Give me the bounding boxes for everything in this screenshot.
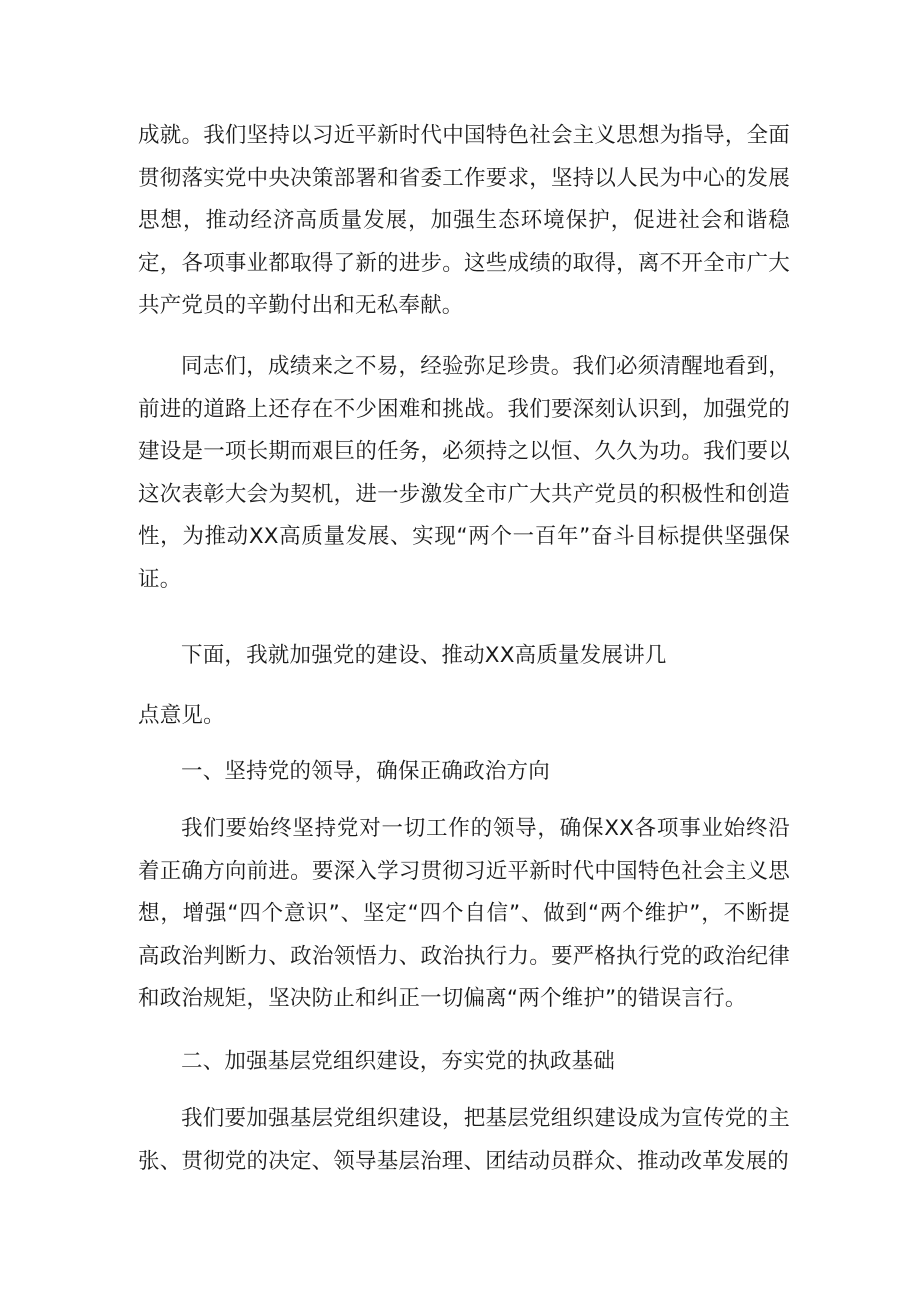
section-heading-2: 二、加强基层党组织建设，夯实党的执政基础	[181, 1049, 616, 1074]
paragraph-section-2: 我们要加强基层党组织建设，把基层党组织建设成为宣传党的主张、贯彻党的决定、领导基层治理、团结动员群众、推动改革发展的	[138, 1106, 790, 1174]
paragraph-section-1: 我们要始终坚持党对一切工作的领导，确保XX各项事业始终沿着正确方向前进。要深入学习贯彻习近平新时代中国特色社会主义思想，增强“四个意识”、坚定“四个自信”、做到“两个维护”，不断提高政治判断力、政治领悟力、政治执行力。要严格执行党的政治纪律和政治规矩，坚决防止和纠正一切偏离“两个维护”的错误言行。	[138, 816, 790, 1011]
paragraph-achievements: 成就。我们坚持以习近平新时代中国特色社会主义思想为指导，全面贯彻落实党中央决策部署和省委工作要求，坚持以人民为中心的发展思想，推动经济高质量发展，加强生态环境保护，促进社会和谐稳定，各项事业都取得了新的进步。这些成绩的取得，离不开全市广大共产党员的辛勤付出和无私奉献。	[138, 123, 790, 318]
paragraph-intro-line: 下面，我就加强党的建设、推动XX高质量发展讲几	[181, 643, 667, 668]
section-heading-1: 一、坚持党的领导，确保正确政治方向	[181, 759, 550, 784]
paragraph-comrades: 同志们，成绩来之不易，经验弥足珍贵。我们必须清醒地看到，前进的道路上还存在不少困难和挑战。我们要深刻认识到，加强党的建设是一项长期而艰巨的任务，必须持之以恒、久久为功。我们要以这次表彰大会为契机，进一步激发全市广大共产党员的积极性和创造性，为推动XX高质量发展、实现“两个一百年”奋斗目标提供坚强保证。	[138, 354, 790, 592]
paragraph-intro-tail: 点意见。	[138, 703, 225, 728]
